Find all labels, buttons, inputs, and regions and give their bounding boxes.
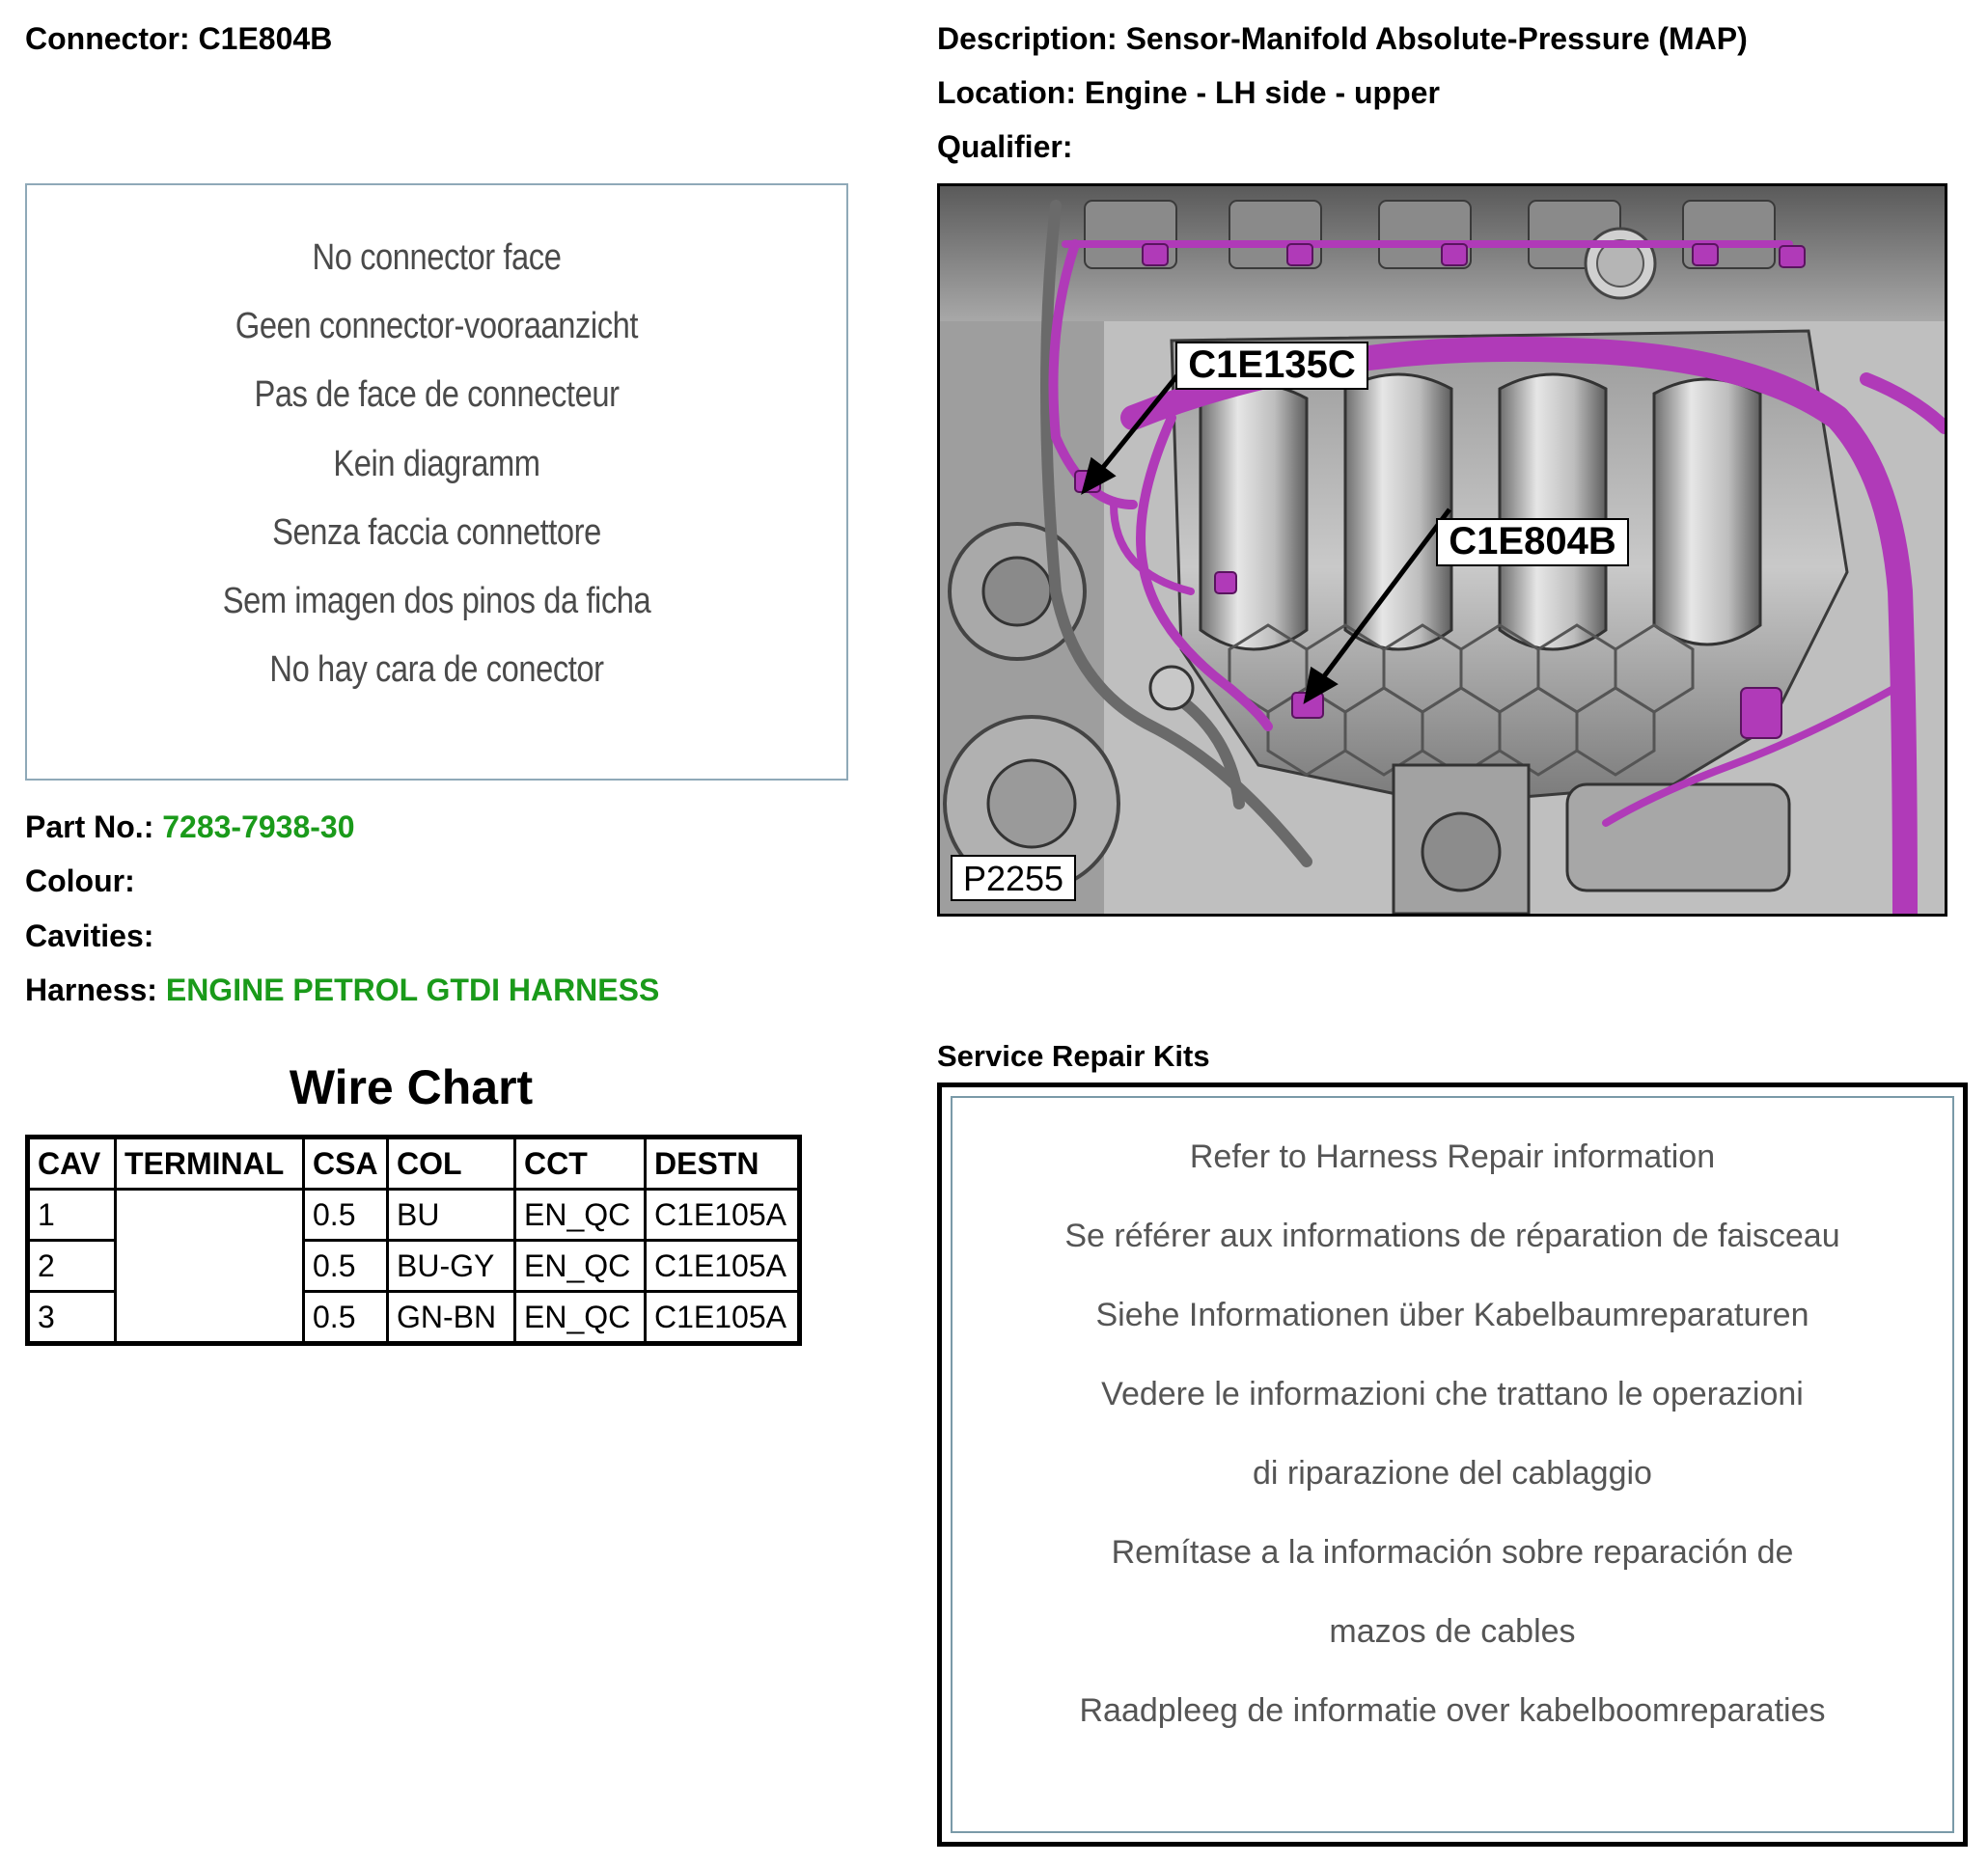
description-label: Description: [937, 21, 1118, 56]
connector-field [25, 21, 332, 57]
table-header-row [28, 1138, 800, 1190]
wire-chart-table [25, 1135, 802, 1346]
face-text-line: No hay cara de conector [269, 649, 604, 690]
kit-text-line: Se référer aux informations de réparation de faisceau [1064, 1218, 1840, 1254]
wire-chart-title: Wire Chart [289, 1060, 534, 1114]
connector-face-box [25, 183, 848, 781]
table-row [28, 1190, 800, 1241]
connector-label: Connector: [25, 21, 190, 56]
kit-text-line: Raadpleeg de informatie over kabelboomreparaties [1079, 1692, 1826, 1729]
service-repair-kits-box [937, 1083, 1968, 1847]
connector-value: C1E804B [198, 21, 333, 56]
part-no-field [25, 809, 355, 845]
cell-cav: 3 [28, 1292, 116, 1344]
location-value: Engine - LH side - upper [1084, 75, 1440, 110]
cell-cct: EN_QC [515, 1292, 646, 1344]
kit-text-line: Refer to Harness Repair information [1189, 1138, 1716, 1175]
face-text-line: Sem imagen dos pinos da ficha [222, 581, 651, 621]
callout-label-2 [1437, 519, 1628, 565]
part-no-label: Part No.: [25, 809, 154, 844]
colour-field [25, 863, 135, 899]
cell-cav: 1 [28, 1190, 116, 1241]
harness-value[interactable]: ENGINE PETROL GTDI HARNESS [165, 973, 660, 1007]
kit-text-line: Remítase a la información sobre reparación de [1111, 1534, 1794, 1571]
column-header-col: COL [388, 1138, 515, 1190]
colour-label: Colour: [25, 863, 135, 898]
engine-location-image [937, 183, 1947, 917]
cell-destn: C1E105A [646, 1292, 800, 1344]
description-field [937, 21, 1748, 57]
face-text-line: Geen connector-vooraanzicht [235, 306, 639, 346]
callout-label-1 [1176, 343, 1367, 389]
location-field [937, 75, 1440, 111]
cell-cct: EN_QC [515, 1241, 646, 1292]
part-no-value[interactable]: 7283-7938-30 [162, 809, 355, 844]
figure-id-text: P2255 [962, 859, 1064, 898]
cell-csa: 0.5 [304, 1241, 388, 1292]
column-header-cct: CCT [515, 1138, 646, 1190]
callout-text-c1e804b: C1E804B [1449, 520, 1616, 562]
cavities-label: Cavities: [25, 918, 154, 953]
service-repair-kits-title: Service Repair Kits [937, 1039, 1210, 1073]
qualifier-label: Qualifier: [937, 129, 1073, 164]
cell-terminal [116, 1190, 304, 1344]
cell-col: GN-BN [388, 1292, 515, 1344]
column-header-destn: DESTN [646, 1138, 800, 1190]
face-text-line: Senza faccia connettore [272, 512, 601, 553]
cell-cav: 2 [28, 1241, 116, 1292]
cell-destn: C1E105A [646, 1241, 800, 1292]
cell-csa: 0.5 [304, 1292, 388, 1344]
cell-col: BU [388, 1190, 515, 1241]
cell-destn: C1E105A [646, 1190, 800, 1241]
kit-text-line: mazos de cables [1329, 1613, 1576, 1650]
cavities-field [25, 918, 153, 954]
kit-text-line: di riparazione del cablaggio [1253, 1455, 1652, 1492]
callout-text-c1e135c: C1E135C [1188, 343, 1356, 386]
cell-cct: EN_QC [515, 1190, 646, 1241]
column-header-cav: CAV [28, 1138, 116, 1190]
harness-label: Harness: [25, 973, 157, 1007]
column-header-terminal: TERMINAL [116, 1138, 304, 1190]
description-value: Sensor-Manifold Absolute-Pressure (MAP) [1125, 21, 1748, 56]
qualifier-field [937, 129, 1072, 165]
service-repair-kits-inner [951, 1096, 1954, 1833]
kit-text-line: Vedere le informazioni che trattano le operazioni [1101, 1376, 1804, 1412]
kit-text-line: Siehe Informationen über Kabelbaumreparaturen [1095, 1297, 1809, 1333]
engine-illustration [940, 186, 1945, 914]
cell-col: BU-GY [388, 1241, 515, 1292]
column-header-csa: CSA [304, 1138, 388, 1190]
harness-field [25, 973, 659, 1008]
face-text-line: No connector face [312, 237, 562, 278]
figure-id-label [952, 856, 1075, 900]
location-label: Location: [937, 75, 1076, 110]
cell-csa: 0.5 [304, 1190, 388, 1241]
face-text-line: Kein diagramm [333, 444, 540, 484]
face-text-line: Pas de face de connecteur [254, 374, 620, 415]
